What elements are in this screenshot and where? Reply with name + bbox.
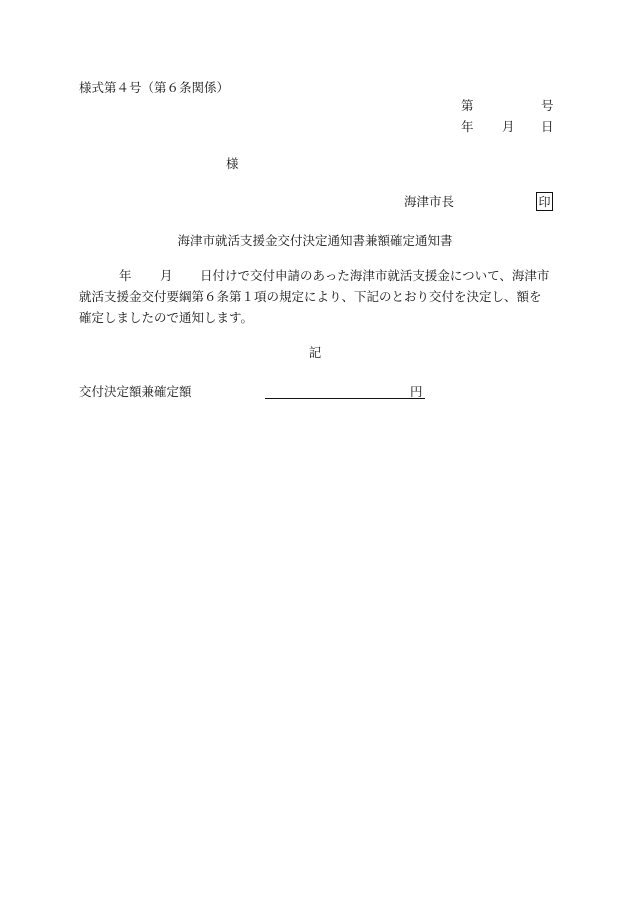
amount-unit: 円 [410, 384, 423, 399]
doc-number-prefix: 第 [461, 98, 474, 113]
amount-unit-underline [410, 398, 425, 399]
issuer-name: 海津市長 [404, 194, 455, 209]
body-line-1: 日付けで交付申請のあった海津市就活支援金について、海津市 [200, 268, 550, 283]
amount-label: 交付決定額兼確定額 [79, 384, 192, 399]
date-month-label: 月 [502, 119, 515, 134]
doc-number-suffix: 号 [541, 98, 554, 113]
document-title: 海津市就活支援金交付決定通知書兼額確定通知書 [177, 233, 453, 248]
date-year-label: 年 [461, 119, 474, 134]
seal-mark: 印 [536, 192, 553, 211]
recipient-honorific: 様 [226, 156, 239, 171]
body-year-label: 年 [119, 268, 132, 283]
amount-blank-line [265, 398, 410, 399]
form-number: 様式第４号（第６条関係） [79, 80, 230, 95]
ki-heading: 記 [308, 345, 322, 360]
body-line-2: 就活支援金交付要綱第６条第１項の規定により、下記のとおり交付を決定し、額を [79, 289, 542, 304]
date-day-label: 日 [541, 119, 554, 134]
body-month-label: 月 [160, 268, 173, 283]
body-line-3: 確定しましたので通知します。 [79, 310, 254, 325]
